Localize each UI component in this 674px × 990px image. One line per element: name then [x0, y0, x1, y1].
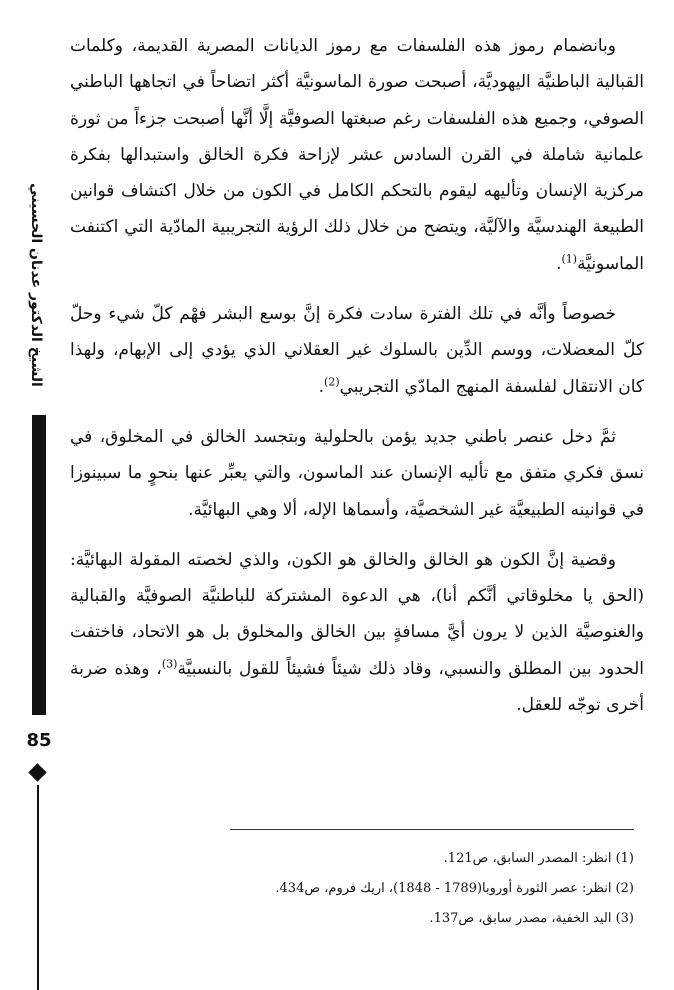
- side-rule-line: [37, 785, 39, 990]
- paragraph: وقضية إنَّ الكون هو الخالق والخالق هو الكون، والذي لخصته المقولة البهائيَّة: (الحق يا مخلوقاتي أنَّكم أنا)، هي الدعوة المشتركة للباطنيَّة الصوفيَّة والقبالية والغنوصيَّة الذين لا يرون أيَّ مسافةٍ بين الخالق والمخلوق بل هو الاتحاد، فاختفت الحدود بين المطلق والنسبي، وقاد ذلك شيئاً فشيئاً للقول بالنسبيَّة$^{(3)}$، وهذه ضربة أخرى توجّه للعقل.: [70, 549, 644, 716]
- footnote: (1) انظر: المصدر السابق، ص121.: [443, 851, 634, 866]
- footnote-marker: (3): [161, 657, 178, 671]
- footnotes: [230, 844, 634, 934]
- footnote: (3) اليد الخفية، مصدر سابق، ص137.: [429, 911, 634, 926]
- paragraph: خصوصاً وأنَّه في تلك الفترة سادت فكرة إنَّ بوسع البشر فهْم كلّ شيء وحلّ كلّ المعضلات، ووسم الدِّين بالسلوك غير العقلاني الذي يؤدي إلى الإبهام، ولهذا كان الانتقال لفلسفة المنهج المادّي التجريبي$^{(2)}$.: [70, 304, 644, 397]
- paragraph: وبانضمام رموز هذه الفلسفات مع رموز الديانات المصرية القديمة، وكلمات القبالية الباطنيَّة اليهوديَّة، أصبحت صورة الماسونيَّة أكثر اتضاحاً في اتجاهها الباطني الصوفي، وجميع هذه الفلسفات رغم صبغتها الصوفيَّة إلَّا أنَّها أصبحت جزءاً من ثورة علمانية شاملة في القرن السادس عشر لإزاحة فكرة الخالق واستبدالها بفكرة مركزية الإنسان وتأليهه ليقوم بالتحكم الكامل في الكون من خلال اكتشاف قوانين الطبيعة الهندسيَّة والآليَّة، ويتضح من خلال ذلك الرؤية التجريبية المادّية التي اكتنفت الماسونيَّة$^{(1)}$.: [70, 36, 644, 274]
- author-name: الشيخ الدكتور عدنان الحسيني: [28, 183, 44, 387]
- footnote: (2) انظر: عصر الثورة أوروبا(1789 - 1848)، اريك فروم، ص434.: [275, 881, 634, 896]
- decorative-side-bar: [32, 415, 46, 715]
- page-number: 85: [26, 730, 52, 751]
- running-header-author: [22, 160, 50, 410]
- paragraph: ثمَّ دخل عنصر باطني جديد يؤمن بالحلولية وبتجسد الخالق في المخلوق، في نسق فكري متفق مع تأليه الإنسان عند الماسون، والتي يعبِّر عنها بنحوٍ ما سبينوزا في قوانينه الطبيعيَّة غير الشخصيَّة، وأسماها الإله، ألا وهي البهائيَّة.: [70, 426, 644, 520]
- footnote-separator: [230, 829, 634, 830]
- diamond-ornament-icon: [28, 763, 46, 781]
- footnote-marker: (2): [324, 375, 340, 389]
- body-text: [70, 28, 644, 723]
- footnote-marker: (1): [561, 252, 578, 266]
